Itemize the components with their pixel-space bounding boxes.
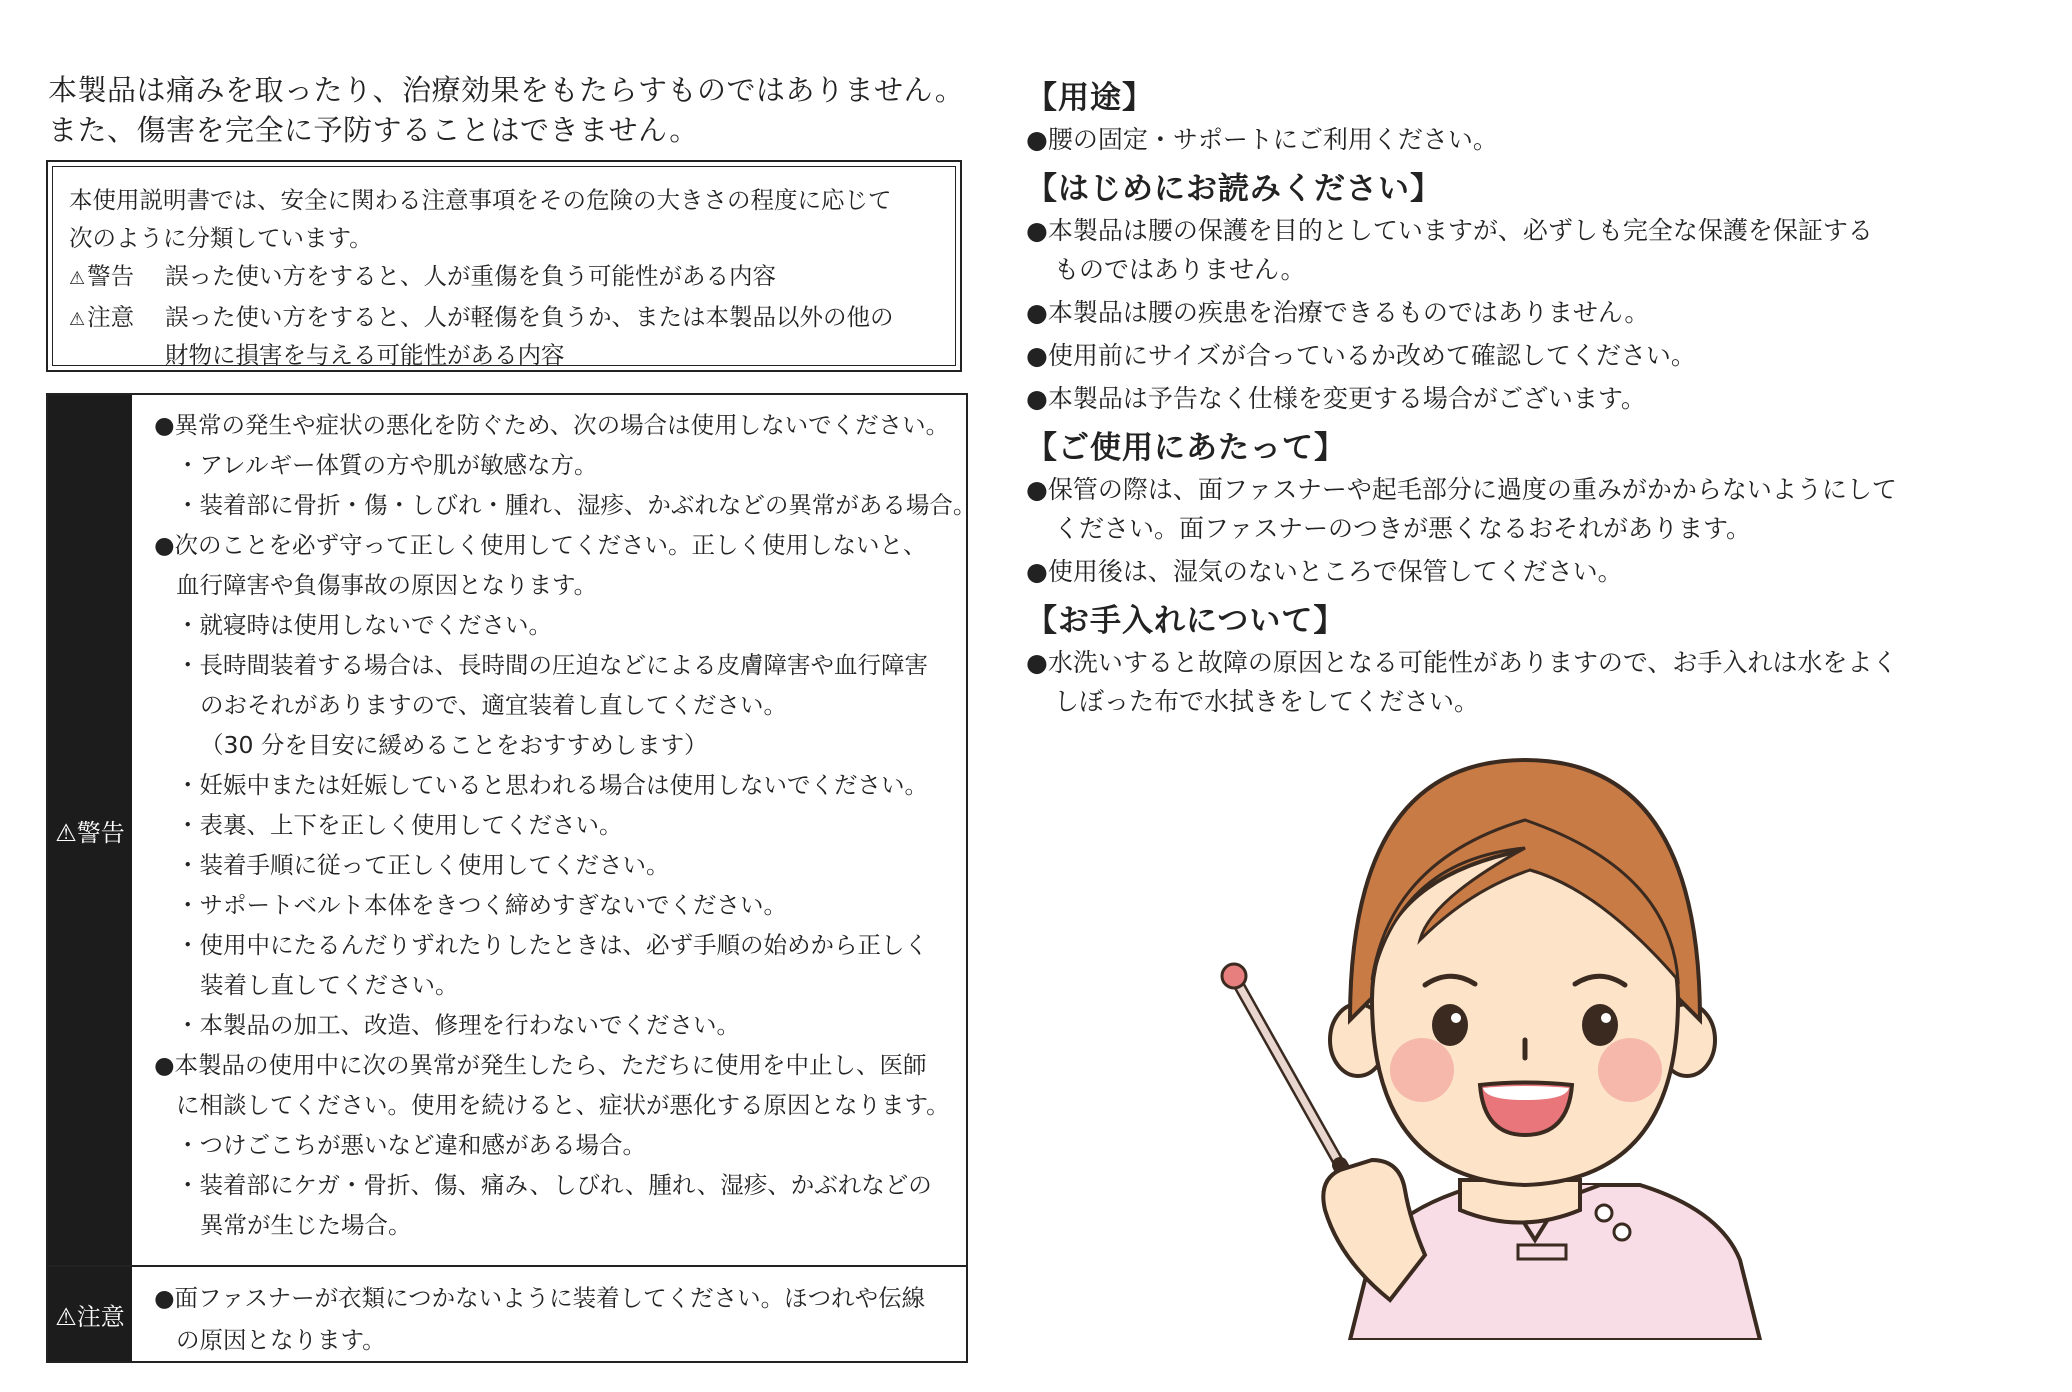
warning-line: ・妊娠中または妊娠していると思われる場合は使用しないでください。 [176,771,928,799]
warning-line: （30 分を目安に緩めることをおすすめします） [200,731,708,759]
warning-line: 装着し直してください。 [200,971,459,999]
definition-caution-label: 注意 [87,303,135,331]
nurse-illustration [1200,740,1840,1340]
warning-line: ・使用中にたるんだりずれたりしたときは、必ず手順の始めから正しく [176,931,928,959]
caution-line-2: の原因となります。 [176,1326,386,1354]
caution-line-1: ●面ファスナーが衣類につかないように装着してください。ほつれや伝線 [154,1284,926,1312]
when-using-1a: ●保管の際は、面ファスナーや起毛部分に過度の重みがかからないようにして [1026,475,1897,504]
warning-line: ・アレルギー体質の方や肌が敏感な方。 [176,451,598,479]
caution-side-label: ⚠注意 [48,1267,132,1361]
warning-line: 異常が生じた場合。 [200,1211,412,1239]
nurse-face-icon [1330,760,1715,1223]
warnings-table [46,393,977,1363]
warning-line: のおそれがありますので、適宜装着し直してください。 [200,691,788,719]
definition-caution-text-1: 誤った使い方をすると、人が軽傷を負うか、または本製品以外の他の [165,303,894,331]
intro-notice [48,70,978,150]
warning-line: ・装着部に骨折・傷・しびれ・腫れ、湿疹、かぶれなどの異常がある場合。 [176,491,977,519]
hazard-definition-inner [52,166,956,369]
definition-caution-text-2: 財物に損害を与える可能性がある内容 [165,341,565,369]
warning-line: ・本製品の加工、改造、修理を行わないでください。 [176,1011,740,1039]
heading-read-first: 【はじめにお読みください】 [1026,171,1442,207]
care-1b: しぼった布で水拭きをしてください。 [1054,687,1480,716]
warning-line: に相談してください。使用を続けると、症状が悪化する原因となります。 [176,1091,950,1119]
definition-warning-label: 警告 [87,262,135,290]
warning-line: ・サポートベルト本体をきつく締めすぎないでください。 [176,891,787,919]
warning-line: ●異常の発生や症状の悪化を防ぐため、次の場合は使用しないでください。 [154,411,950,439]
definition-warning-text: 誤った使い方をすると、人が重傷を負う可能性がある内容 [165,262,776,290]
hazard-definition-box [46,160,962,372]
heading-when-using: 【ご使用にあたって】 [1026,430,1346,466]
caution-triangle-icon: ⚠ [69,309,86,330]
definition-warning-row [69,257,939,298]
read-first-3: ●使用前にサイズが合っているか改めて確認してください。 [1026,341,1696,370]
definition-caution-row [69,298,939,374]
caution-row [48,1267,966,1361]
caution-content [132,1267,966,1361]
heading-usage: 【用途】 [1026,80,1154,116]
definition-line-1: 本使用説明書では、安全に関わる注意事項をその危険の大きさの程度に応じて [69,186,892,214]
right-column [1026,76,2026,725]
warning-line: ●次のことを必ず守って正しく使用してください。正しく使用しないと、 [154,531,927,559]
care-1a: ●水洗いすると故障の原因となる可能性がありますので、お手入れは水をよく [1026,648,1898,677]
warning-line: ●本製品の使用中に次の異常が発生したら、ただちに使用を中止し、医師 [154,1051,927,1079]
when-using-2: ●使用後は、湿気のないところで保管してください。 [1026,557,1623,586]
warning-line: ・就寝時は使用しないでください。 [176,611,552,639]
warning-line: ・表裏、上下を正しく使用してください。 [176,811,623,839]
warning-triangle-icon: ⚠ [69,268,86,289]
warning-line: ・長時間装着する場合は、長時間の圧迫などによる皮膚障害や血行障害 [176,651,928,679]
intro-line-2: また、傷害を完全に予防することはできません。 [48,113,699,147]
warning-side-label: ⚠警告 [48,395,132,1265]
warning-line: 血行障害や負傷事故の原因となります。 [176,571,598,599]
read-first-2: ●本製品は腰の疾患を治療できるものではありません。 [1026,298,1650,327]
warning-line: ・装着部にケガ・骨折、傷、痛み、しびれ、腫れ、湿疹、かぶれなどの [176,1171,932,1199]
when-using-1b: ください。面ファスナーのつきが悪くなるおそれがあります。 [1054,514,1752,543]
warning-content [132,395,976,1265]
usage-text: ●腰の固定・サポートにご利用ください。 [1026,125,1498,154]
warning-line: ・つけごこちが悪いなど違和感がある場合。 [176,1131,646,1159]
definition-line-2: 次のように分類しています。 [69,224,373,252]
heading-care: 【お手入れについて】 [1026,603,1346,639]
warning-row [48,395,977,1267]
read-first-1b: ものではありません。 [1054,255,1306,284]
intro-line-1: 本製品は痛みを取ったり、治療効果をもたらすものではありません。 [48,73,965,107]
warning-line: ・装着手順に従って正しく使用してください。 [176,851,670,879]
read-first-4: ●本製品は予告なく仕様を変更する場合がございます。 [1026,384,1646,413]
read-first-1a: ●本製品は腰の保護を目的としていますが、必ずしも完全な保護を保証する [1026,216,1873,245]
